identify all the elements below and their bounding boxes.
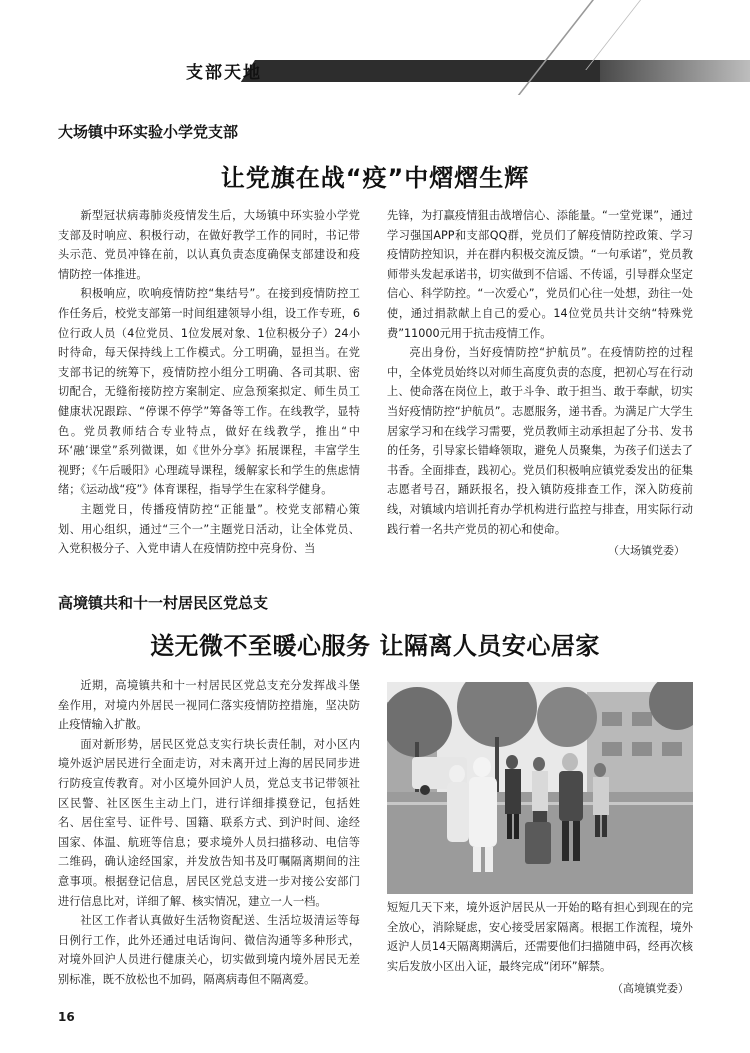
paragraph: 积极响应，吹响疫情防控“集结号”。在接到疫情防控工作任务后，校党支部第一时间组建领导小组，设工作专班，6位行政人员（4位党员、1位发展对象、1位积极分子）24小时待命，每天保持线上工作模式。分工明确，显担当。在党支部书记的统筹下，疫情防控小组分工明确、各司其职、密切配合，无缝衔接防控方案制定、应急预案拟定、师生员工健康状况跟踪、“停课不停学”筹备等工作。在线教学，显特色。党员教师结合专业特点，做好在线教学，推出“中环‘融’课堂”系列微课，如《世外分享》拓展课程，丰富学生视野；《午后暖阳》心理疏导课程，缓解家长和学生的焦虑情绪；《运动战“疫”》体育课程，指导学生在家科学健身。	[58, 287, 360, 497]
paragraph: 短短几天下来，境外返沪居民从一开始的略有担心到现在的完全放心，消除疑虑，安心接受居家隔离。根据工作流程，境外返沪人员14天隔离期满后，还需要他们扫描随申码，经再次核实后发放小区出入证，最终完成“闭环”解禁。	[387, 901, 693, 973]
paragraph: 亮出身份，当好疫情防控“护航员”。在疫情防控的过程中，全体党员始终以对师生高度负责的态度，把初心写在行动上、使命落在岗位上，敢于斗争、敢于担当、敢于奉献，切实当好疫情防控“护航员”。志愿服务，递书香。为满足广大学生居家学习和在线学习需要，党员教师主动承担起了分书、发书的任务，引导家长错峰领取，避免人员聚集，为孩子们送去了书香。全面排查，践初心。党员们积极响应镇党委发出的征集志愿者号召，踊跃报名，投入镇防疫排查工作，深入防疫前线，对镇域内培训托育办学机构进行监控与排查，用实际行动践行着一名共产党员的初心和使命。	[387, 346, 693, 536]
paragraph: 社区工作者认真做好生活物资配送、生活垃圾清运等每日例行工作，此外还通过电话询问、微信沟通等多种形式，对境外回沪人员进行健康关心，切实做到境内境外居民无差别标准，既不放松也不加码，隔离病毒但不隔离爱。	[58, 914, 360, 986]
article1-source: （大场镇党委）	[608, 544, 685, 557]
section-header	[0, 0, 750, 90]
paragraph: 新型冠状病毒肺炎疫情发生后，大场镇中环实验小学党支部及时响应、积极行动，在做好教学工作的同时，书记带头示范、党员冲锋在前，以认真负责态度确保支部建设和疫情防控一体推进。	[58, 209, 360, 281]
article2-headline: 送无微不至暖心服务 让隔离人员安心居家	[150, 632, 600, 660]
paragraph: 面对新形势，居民区党总支实行块长责任制，对小区内境外返沪居民进行全面走访，对未离开过上海的居民同步进行防疫宣传教育。对小区境外回沪人员，党总支书记带领社区民警、社区医生主动上门，进行详细排摸登记，包括姓名、居住室号、证件号、国籍、联系方式、到沪时间、途经国家、体温、航班等信息；要求境外人员扫描移动、电信等二维码，确认途经国家，并发放告知书及叮嘱隔离期间的注意事项。根据登记信息，居民区党总支进一步对接公安部门进行信息比对，详细了解、核实情况，建立一人一档。	[58, 737, 360, 908]
article2-source: （高境镇党委）	[612, 982, 689, 995]
header-bar-fade	[600, 60, 750, 82]
section-title: 支部天地	[186, 63, 262, 83]
article2-org: 高境镇共和十一村居民区党总支	[58, 594, 269, 612]
article2-column-left	[58, 676, 360, 990]
page-number: 16	[58, 1010, 75, 1024]
article1-headline: 让党旗在战“疫”中熠熠生辉	[220, 164, 530, 192]
paragraph: 主题党日，传播疫情防控“正能量”。校党支部精心策划、用心组织，通过“三个一”主题党日活动，让全体党员、入党积极分子、入党申请人在疫情防控中亮身份、当	[58, 502, 360, 556]
article2-photo	[387, 682, 693, 894]
paragraph: 近期，高境镇共和十一村居民区党总支充分发挥战斗堡垒作用，对境内外居民一视同仁落实疫情防控措施，坚决防止疫情输入扩散。	[58, 679, 360, 732]
street-scene-illustration	[387, 682, 693, 894]
article1-org: 大场镇中环实验小学党支部	[58, 123, 239, 141]
article1-column-right	[387, 206, 693, 539]
article2-column-right	[387, 898, 693, 976]
paragraph: 先锋，为打赢疫情狙击战增信心、添能量。“一堂党课”，通过学习强国APP和支部QQ群，党员们了解疫情防控政策、学习疫情防控知识，并在群内积极交流反馈。“一句承诺”，党员教师带头发起承诺书，切实做到不信谣、不传谣，引导群众坚定信心、科学防控。“一次爱心”，党员们心往一处想，劲往一处使，通过捐款献上自己的爱心。14位党员共计交纳“特殊党费”11000元用于抗击疫情工作。	[387, 209, 693, 340]
article1-column-left	[58, 206, 360, 559]
